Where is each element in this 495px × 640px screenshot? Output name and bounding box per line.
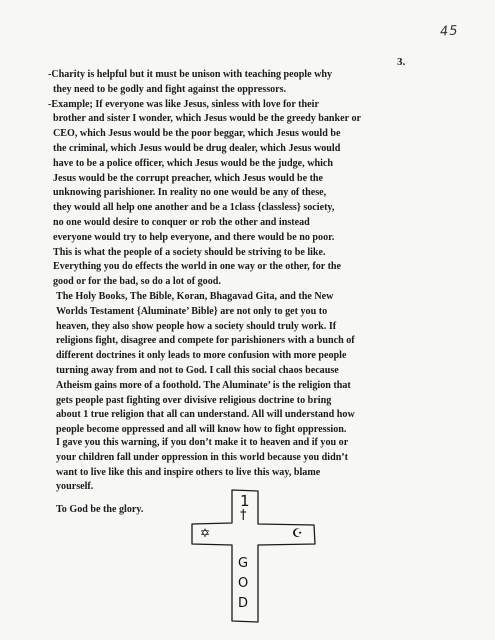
text-line: This is what the people of a society should be striving to be like. bbox=[53, 246, 326, 258]
text-line: Everything you do effects the world in one way or the other, for the bbox=[53, 261, 342, 273]
cross-outline bbox=[190, 486, 320, 626]
cross-number-one: 1 bbox=[240, 492, 250, 510]
text-line: -Example; If everyone was like Jesus, sinless with love for their bbox=[48, 98, 319, 110]
cross-letter-d: D bbox=[238, 596, 249, 611]
bullet-item bbox=[48, 68, 448, 98]
text-line: Jesus would be the corrupt preacher, which Jesus would be the bbox=[53, 172, 324, 184]
text-line: turning away from and not to God. I call this social chaos because bbox=[56, 364, 339, 376]
text-line: the criminal, which Jesus would be drug dealer, which Jesus would bbox=[53, 142, 341, 154]
text-line: brother and sister I wonder, which Jesus would be the greedy banker or bbox=[53, 113, 361, 125]
text-line: they would all help one another and be a 1class {classless} society, bbox=[53, 202, 335, 214]
text-line: your children fall under oppression in this world because you didn’t bbox=[56, 451, 349, 463]
cross-letter-o: O bbox=[238, 576, 249, 591]
text-line: CEO, which Jesus would be the poor beggar, which Jesus would be bbox=[53, 128, 341, 140]
text-line: about 1 true religion that all can understand. All will understand how bbox=[56, 409, 355, 421]
text-line: they need to be godly and fight against the oppressors. bbox=[53, 83, 287, 95]
text-line: gets people past fighting over divisive religious doctrine to bring bbox=[56, 394, 332, 406]
hand-drawn-cross bbox=[190, 486, 320, 626]
text-line: people become oppressed and all will know how to fight oppression. bbox=[56, 424, 347, 436]
text-line: different doctrines it only leads to more confusion with more people bbox=[56, 350, 347, 362]
bullet-list bbox=[48, 68, 448, 290]
text-line: Worlds Testament {Aluminate’ Bible} are not only to get you to bbox=[56, 305, 328, 317]
text-line: unknowing parishioner. In reality no one would be any of these, bbox=[53, 187, 327, 199]
text-line: want to live like this and inspire others to live this way, blame bbox=[56, 466, 321, 478]
text-line: I gave you this warning, if you don’t make it to heaven and if you or bbox=[56, 437, 349, 448]
small-cross-icon: † bbox=[240, 508, 247, 523]
text-line: yourself. bbox=[56, 481, 94, 493]
cross-letter-g: G bbox=[238, 556, 249, 571]
bullet-item bbox=[48, 98, 448, 290]
text-line: everyone would try to help everyone, and there would be no poor. bbox=[53, 231, 335, 243]
handwritten-page-number: 45 bbox=[439, 23, 460, 40]
text-line: religions fight, disagree and compete for parishioners with a bunch of bbox=[56, 335, 355, 347]
text-line: no one would desire to conquer or rob the other and instead bbox=[53, 216, 310, 228]
star-and-crescent-icon: ☪ bbox=[292, 526, 303, 540]
text-line: Atheism gains more of a foothold. The Aluminate’ is the religion that bbox=[56, 379, 351, 391]
paragraph-holy-books bbox=[56, 290, 456, 438]
text-line: heaven, they also show people how a society should truly work. If bbox=[56, 320, 337, 332]
text-line: have to be a police officer, which Jesus would be the judge, which bbox=[53, 157, 334, 169]
text-line: good or for the bad, so do a lot of good. bbox=[53, 276, 221, 288]
closing-line: To God be the glory. bbox=[56, 504, 144, 515]
page-number: 3. bbox=[397, 56, 406, 68]
text-line: -Charity is helpful but it must be unison with teaching people why bbox=[48, 69, 333, 80]
text-line: The Holy Books, The Bible, Koran, Bhagavad Gita, and the New bbox=[56, 291, 334, 302]
star-of-david-icon: ✡ bbox=[200, 526, 211, 540]
